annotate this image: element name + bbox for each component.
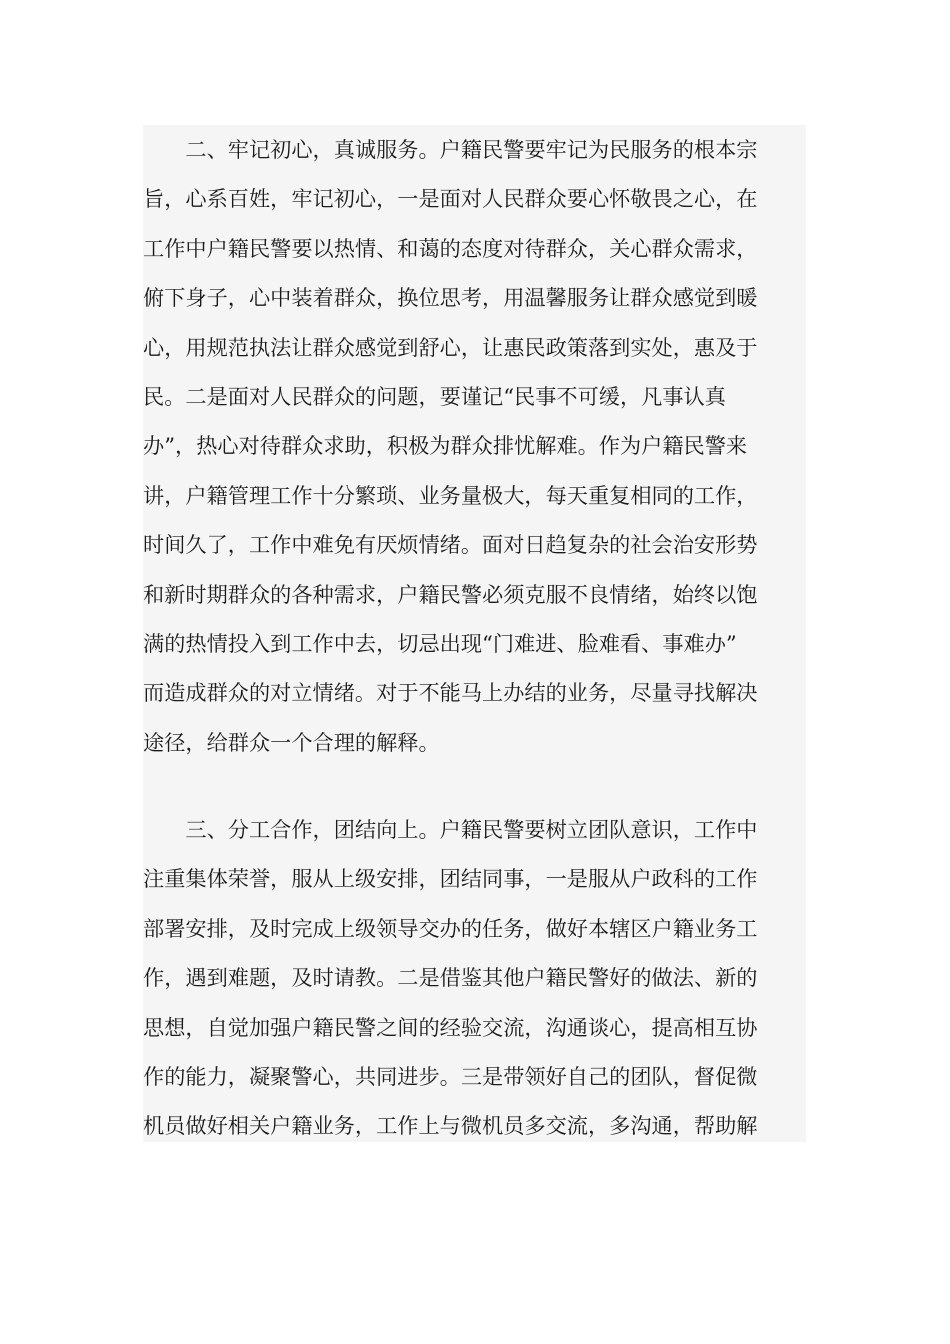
paragraph-line: 三、分工合作，团结向上。户籍民警要树立团队意识，工作中 bbox=[143, 817, 758, 842]
paragraph-line: 二、牢记初心，真诚服务。户籍民警要牢记为民服务的根本宗 bbox=[143, 137, 758, 162]
paragraph-line: 思想，自觉加强户籍民警之间的经验交流，沟通谈心，提高相互协 bbox=[143, 1014, 758, 1040]
paragraph-line: 作，遇到难题，及时请教。二是借鉴其他户籍民警好的做法、新的 bbox=[143, 965, 758, 991]
paragraph-line: 而造成群众的对立情绪。对于不能马上办结的业务，尽量寻找解决 bbox=[143, 680, 758, 706]
paragraph-3 bbox=[143, 805, 806, 1151]
paragraph-line: 工作中户籍民警要以热情、和蔼的态度对待群众，关心群众需求， bbox=[143, 235, 758, 261]
paragraph-line: 注重集体荣誉，服从上级安排，团结同事，一是服从户政科的工作 bbox=[143, 866, 758, 892]
paragraph-2 bbox=[143, 125, 806, 767]
paragraph-line: 民。二是面对人民群众的问题，要谨记“民事不可缓，凡事认真 bbox=[143, 383, 726, 409]
paragraph-line: 满的热情投入到工作中去，切忌出现“门难进、脸难看、事难办” bbox=[143, 630, 737, 656]
paragraph-line: 心，用规范执法让群众感觉到舒心，让惠民政策落到实处，惠及于 bbox=[143, 334, 758, 360]
paragraph-line: 部署安排，及时完成上级领导交办的任务，做好本辖区户籍业务工 bbox=[143, 915, 758, 941]
paragraph-line: 机员做好相关户籍业务，工作上与微机员多交流，多沟通，帮助解 bbox=[143, 1113, 758, 1139]
text-block bbox=[143, 125, 806, 1142]
paragraph-line: 作的能力，凝聚警心，共同进步。三是带领好自己的团队，督促微 bbox=[143, 1063, 758, 1089]
paragraph-line: 办”，热心对待群众求助，积极为群众排忧解难。作为户籍民警来 bbox=[143, 433, 748, 459]
paragraph-line: 途径，给群众一个合理的解释。 bbox=[143, 729, 440, 755]
paragraph-line: 俯下身子，心中装着群众，换位思考，用温馨服务让群众感觉到暖 bbox=[143, 285, 758, 311]
paragraph-line: 旨，心系百姓，牢记初心，一是面对人民群众要心怀敬畏之心，在 bbox=[143, 186, 758, 212]
paragraph-line: 讲，户籍管理工作十分繁琐、业务量极大，每天重复相同的工作， bbox=[143, 482, 758, 508]
paragraph-line: 时间久了，工作中难免有厌烦情绪。面对日趋复杂的社会治安形势 bbox=[143, 532, 758, 558]
paragraph-line: 和新时期群众的各种需求，户籍民警必须克服不良情绪，始终以饱 bbox=[143, 581, 758, 607]
